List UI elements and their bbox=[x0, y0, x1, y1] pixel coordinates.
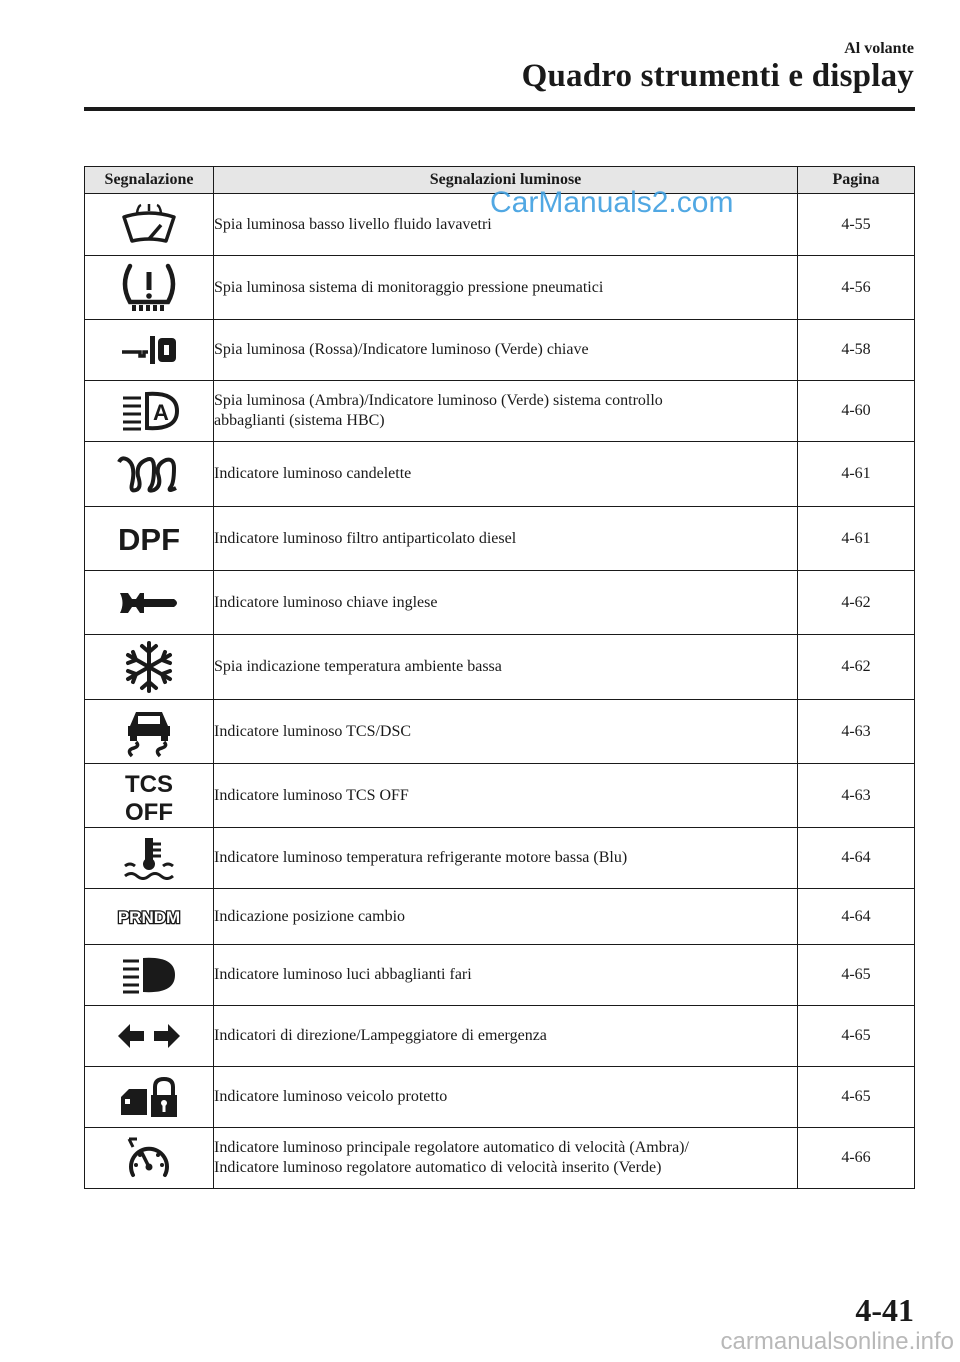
row-description: Indicatore luminoso TCS OFF bbox=[214, 786, 409, 804]
page-ref: 4-63 bbox=[798, 764, 915, 828]
icon-label: OFF bbox=[125, 798, 173, 824]
table-row bbox=[85, 889, 915, 945]
row-description: Indicatore luminoso TCS/DSC bbox=[214, 722, 412, 740]
row-description: abbaglianti (sistema HBC) bbox=[214, 412, 385, 429]
dpf-icon bbox=[114, 522, 184, 556]
row-description: Indicatore luminoso regolatore automatico di velocità inserito (Verde) bbox=[214, 1159, 662, 1176]
row-description: Spia indicazione temperatura ambiente bassa bbox=[214, 658, 502, 675]
row-description: Indicatore luminoso temperatura refrigerante motore bassa (Blu) bbox=[214, 849, 628, 866]
icon-label: PRNDM bbox=[117, 907, 181, 927]
cruise-control-icon bbox=[123, 1135, 175, 1181]
page-ref: 4-55 bbox=[798, 194, 915, 256]
page-ref: 4-65 bbox=[798, 945, 915, 1006]
icon-label: DPF bbox=[118, 521, 180, 556]
watermark-top: CarManuals2.com bbox=[490, 186, 734, 219]
glow-plug-icon bbox=[116, 454, 182, 494]
table-row bbox=[85, 1128, 915, 1189]
row-description: Indicazione posizione cambio bbox=[214, 907, 406, 925]
row-description: Indicatore luminoso filtro antiparticolato diesel bbox=[214, 529, 517, 547]
row-description: Indicatori di direzione/Lampeggiatore di emergenza bbox=[214, 1027, 547, 1044]
gear-position-icon bbox=[114, 906, 184, 928]
page-ref: 4-65 bbox=[798, 1006, 915, 1067]
auto-high-beam-icon bbox=[117, 390, 181, 432]
tcs-dsc-icon bbox=[122, 706, 176, 758]
column-header: Segnalazione bbox=[85, 167, 214, 194]
table-row bbox=[85, 945, 915, 1006]
turn-signal-icon bbox=[116, 1021, 182, 1051]
row-description: Indicatore luminoso candelette bbox=[214, 465, 412, 482]
column-header: Segnalazioni luminose bbox=[214, 167, 798, 194]
table-row bbox=[85, 635, 915, 700]
page-ref: 4-61 bbox=[798, 442, 915, 507]
coolant-temp-icon bbox=[121, 836, 177, 880]
icon-label: TCS bbox=[125, 770, 173, 798]
snowflake-icon bbox=[122, 640, 176, 694]
table-row bbox=[85, 764, 915, 828]
security-icon bbox=[117, 1075, 181, 1119]
column-header: Pagina bbox=[798, 167, 915, 194]
tcs-off-icon bbox=[119, 768, 179, 824]
page-ref: 4-66 bbox=[798, 1128, 915, 1189]
table-row bbox=[85, 700, 915, 764]
page-ref: 4-64 bbox=[798, 889, 915, 945]
watermark-bottom: carmanualsonline.info bbox=[720, 1328, 954, 1355]
row-description: Spia luminosa basso livello fluido lavavetri bbox=[214, 215, 492, 233]
page-ref: 4-58 bbox=[798, 320, 915, 381]
table-row bbox=[85, 571, 915, 635]
row-description: Indicatore luminoso luci abbaglianti fari bbox=[214, 966, 472, 983]
warning-lights-table bbox=[84, 166, 915, 1189]
page-ref: 4-64 bbox=[798, 828, 915, 889]
table-row bbox=[85, 381, 915, 442]
page-ref: 4-65 bbox=[798, 1067, 915, 1128]
page-title: Quadro strumenti e display bbox=[521, 58, 914, 94]
page-ref: 4-60 bbox=[798, 381, 915, 442]
header-section: Al volante bbox=[844, 40, 914, 57]
page-ref: 4-56 bbox=[798, 256, 915, 320]
table-row bbox=[85, 1006, 915, 1067]
row-description: Spia luminosa (Rossa)/Indicatore luminoso (Verde) chiave bbox=[214, 341, 589, 358]
tire-pressure-icon bbox=[118, 262, 180, 314]
washer-fluid-icon bbox=[118, 203, 180, 247]
table-row bbox=[85, 1067, 915, 1128]
wrench-icon bbox=[116, 587, 182, 619]
header-rule bbox=[84, 107, 915, 111]
row-description: Indicatore luminoso veicolo protetto bbox=[214, 1088, 448, 1105]
page-number: 4-41 bbox=[855, 1292, 914, 1328]
row-description: Indicatore luminoso principale regolatore automatico di velocità (Ambra)/ bbox=[214, 1139, 689, 1156]
table-row bbox=[85, 442, 915, 507]
page-ref: 4-61 bbox=[798, 507, 915, 571]
table-row bbox=[85, 828, 915, 889]
row-description: Spia luminosa (Ambra)/Indicatore luminoso (Verde) sistema controllo bbox=[214, 392, 663, 409]
page-ref: 4-62 bbox=[798, 635, 915, 700]
page-ref: 4-62 bbox=[798, 571, 915, 635]
high-beam-icon bbox=[119, 955, 179, 995]
table-row bbox=[85, 507, 915, 571]
row-description: Indicatore luminoso chiave inglese bbox=[214, 593, 438, 611]
row-description: Spia luminosa sistema di monitoraggio pressione pneumatici bbox=[214, 278, 604, 296]
table-row bbox=[85, 256, 915, 320]
table-row bbox=[85, 320, 915, 381]
svg-text:A: A bbox=[153, 400, 169, 425]
page-ref: 4-63 bbox=[798, 700, 915, 764]
key-icon bbox=[118, 333, 180, 367]
